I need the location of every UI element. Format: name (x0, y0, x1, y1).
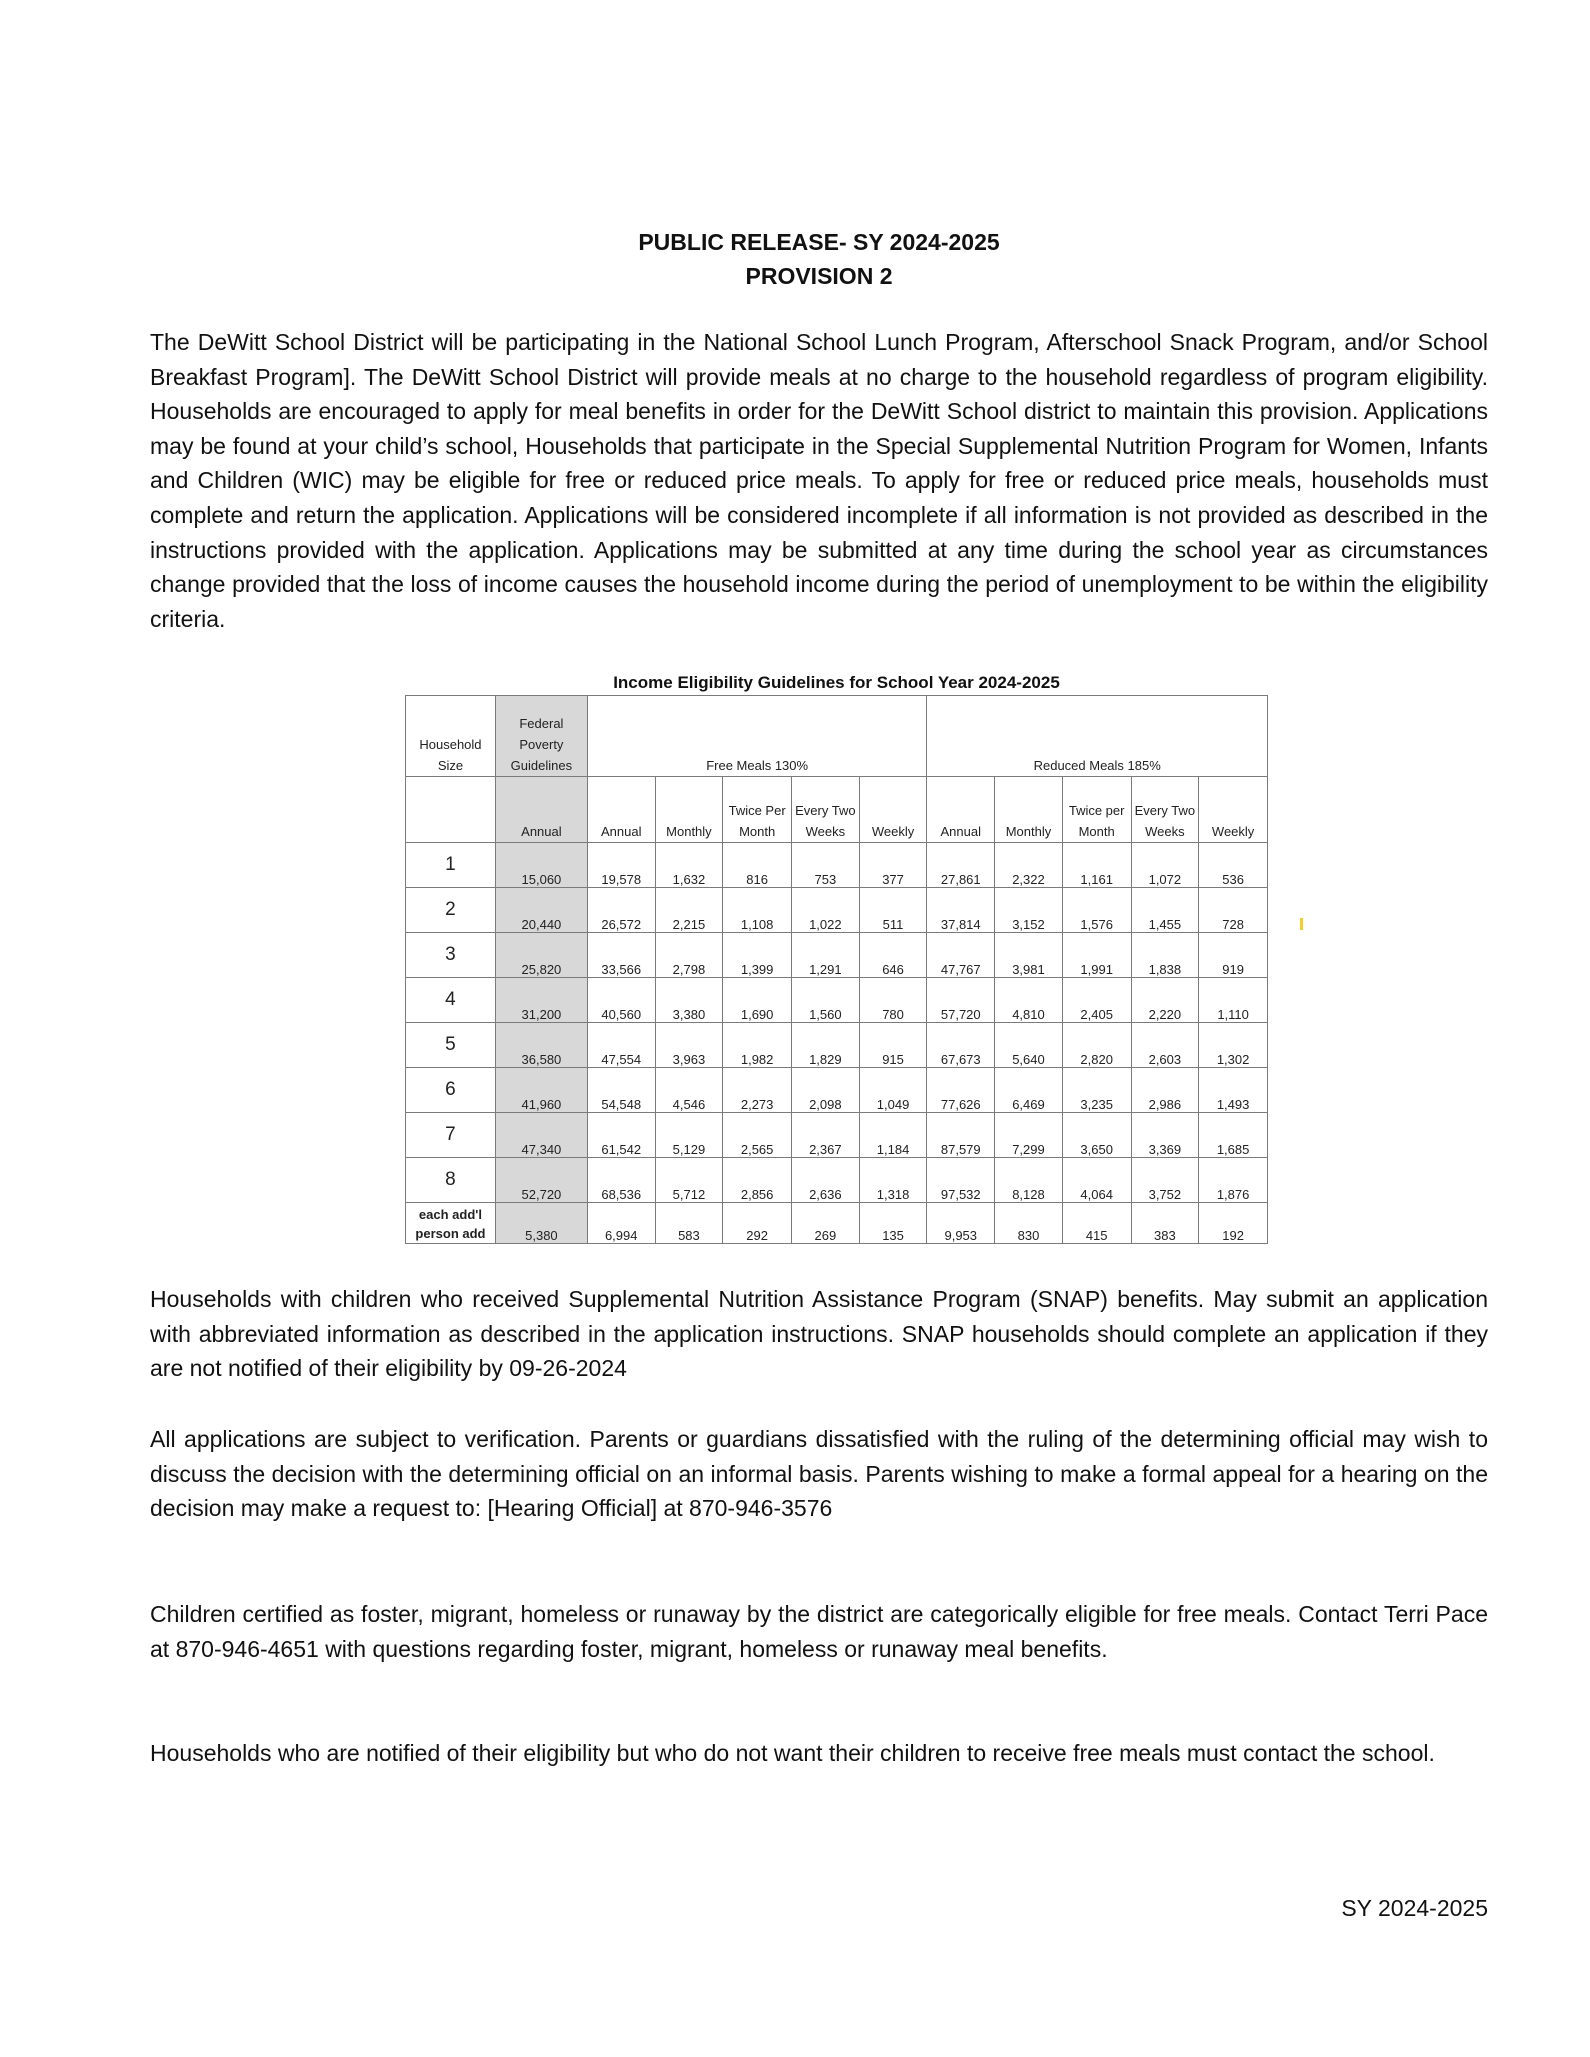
free-cell: 3,380 (655, 978, 723, 1023)
free-col-header: Monthly (655, 777, 723, 843)
table-cell: 9,953 (927, 1203, 995, 1244)
snap-paragraph: Households with children who received Supplemental Nutrition Assistance Program (SNAP) benefits. May submit an application with abbreviated information as described in the application instructions. SNAP households should complete an application if they are not notified of their eligibility by 09-26-2024 (150, 1286, 1488, 1382)
household-size-cell: 4 (406, 978, 496, 1023)
header-row-groups (406, 696, 1268, 777)
reduced-cell: 2,986 (1131, 1068, 1199, 1113)
free-cell: 54,548 (587, 1068, 655, 1113)
fpg-cell: 41,960 (495, 1068, 587, 1113)
household-size-cell: 8 (406, 1158, 496, 1203)
table-cell: 383 (1131, 1203, 1199, 1244)
free-cell: 1,690 (723, 978, 792, 1023)
free-cell: 1,108 (723, 888, 792, 933)
reduced-cell: 77,626 (927, 1068, 995, 1113)
reduced-cell: 1,838 (1131, 933, 1199, 978)
reduced-cell: 1,685 (1199, 1113, 1268, 1158)
reduced-col-header: Annual (927, 777, 995, 843)
reduced-cell: 1,991 (1062, 933, 1131, 978)
reduced-cell: 536 (1199, 843, 1268, 888)
free-cell: 2,856 (723, 1158, 792, 1203)
table-cell: 583 (655, 1203, 723, 1244)
table-row (406, 843, 1268, 888)
reduced-cell: 67,673 (927, 1023, 995, 1068)
reduced-cell: 1,072 (1131, 843, 1199, 888)
free-cell: 61,542 (587, 1113, 655, 1158)
verification-paragraph: All applications are subject to verification. Parents or guardians dissatisfied with the ruling of the determining official may wish to discuss the decision with the determining official on an informal basis. Parents wishing to make a formal appeal for a hearing on the decision may make a request to: [Hearing Official] at 870-946-3576 (150, 1426, 1488, 1522)
free-cell: 753 (791, 843, 859, 888)
reduced-col-header: Every Two Weeks (1131, 777, 1199, 843)
table-cell: 192 (1199, 1203, 1268, 1244)
table-cell: 830 (995, 1203, 1063, 1244)
reduced-cell: 3,981 (995, 933, 1063, 978)
table-cell: 292 (723, 1203, 792, 1244)
reduced-cell: 47,767 (927, 933, 995, 978)
free-cell: 40,560 (587, 978, 655, 1023)
reduced-col-header: Monthly (995, 777, 1063, 843)
household-size-cell: 6 (406, 1068, 496, 1113)
household-size-cell: 2 (406, 888, 496, 933)
yellow-mark (1300, 918, 1303, 930)
reduced-col-header: Weekly (1199, 777, 1268, 843)
free-cell: 5,712 (655, 1158, 723, 1203)
fpg-cell: 31,200 (495, 978, 587, 1023)
table-row (406, 1158, 1268, 1203)
free-cell: 1,049 (859, 1068, 927, 1113)
free-meals-header: Free Meals 130% (587, 696, 927, 777)
eligibility-grid (405, 695, 1268, 1244)
reduced-cell: 8,128 (995, 1158, 1063, 1203)
reduced-cell: 7,299 (995, 1113, 1063, 1158)
table-row (406, 1068, 1268, 1113)
fpg-cell: 20,440 (495, 888, 587, 933)
table-cell: 269 (791, 1203, 859, 1244)
additional-person-label: each add'l person add (406, 1203, 496, 1244)
additional-person-row (406, 1203, 1268, 1244)
reduced-cell: 3,752 (1131, 1158, 1199, 1203)
reduced-meals-header: Reduced Meals 185% (927, 696, 1268, 777)
household-size-header: Household Size (406, 696, 496, 777)
reduced-cell: 2,322 (995, 843, 1063, 888)
free-cell: 646 (859, 933, 927, 978)
free-cell: 68,536 (587, 1158, 655, 1203)
reduced-cell: 2,820 (1062, 1023, 1131, 1068)
fpg-header: Federal Poverty Guidelines (495, 696, 587, 777)
free-col-header: Every Two Weeks (791, 777, 859, 843)
free-cell: 47,554 (587, 1023, 655, 1068)
fpg-cell: 25,820 (495, 933, 587, 978)
table-cell: 5,380 (495, 1203, 587, 1244)
reduced-cell: 5,640 (995, 1023, 1063, 1068)
free-cell: 26,572 (587, 888, 655, 933)
table-row (406, 1023, 1268, 1068)
reduced-cell: 87,579 (927, 1113, 995, 1158)
table-cell: 135 (859, 1203, 927, 1244)
table-row (406, 888, 1268, 933)
free-col-header: Weekly (859, 777, 927, 843)
free-cell: 2,273 (723, 1068, 792, 1113)
free-col-header: Twice Per Month (723, 777, 792, 843)
reduced-cell: 3,650 (1062, 1113, 1131, 1158)
table-row (406, 933, 1268, 978)
page-subtitle: PROVISION 2 (745, 263, 893, 289)
free-cell: 19,578 (587, 843, 655, 888)
income-eligibility-table (405, 671, 1268, 1244)
optout-paragraph: Households who are notified of their eligibility but who do not want their children to receive free meals must contact the school. (150, 1740, 1435, 1766)
free-cell: 5,129 (655, 1113, 723, 1158)
reduced-cell: 1,876 (1199, 1158, 1268, 1203)
household-size-cell: 3 (406, 933, 496, 978)
free-cell: 1,829 (791, 1023, 859, 1068)
reduced-cell: 57,720 (927, 978, 995, 1023)
free-cell: 377 (859, 843, 927, 888)
reduced-cell: 1,161 (1062, 843, 1131, 888)
reduced-cell: 728 (1199, 888, 1268, 933)
reduced-cell: 27,861 (927, 843, 995, 888)
fpg-cell: 15,060 (495, 843, 587, 888)
table-cell: 415 (1062, 1203, 1131, 1244)
reduced-cell: 2,405 (1062, 978, 1131, 1023)
fpg-cell: 52,720 (495, 1158, 587, 1203)
reduced-cell: 97,532 (927, 1158, 995, 1203)
free-cell: 915 (859, 1023, 927, 1068)
free-cell: 1,184 (859, 1113, 927, 1158)
reduced-cell: 1,455 (1131, 888, 1199, 933)
free-cell: 4,546 (655, 1068, 723, 1113)
household-size-cell: 5 (406, 1023, 496, 1068)
reduced-cell: 3,235 (1062, 1068, 1131, 1113)
household-size-cell: 1 (406, 843, 496, 888)
free-cell: 816 (723, 843, 792, 888)
free-cell: 2,367 (791, 1113, 859, 1158)
free-cell: 1,318 (859, 1158, 927, 1203)
reduced-cell: 1,110 (1199, 978, 1268, 1023)
free-cell: 2,215 (655, 888, 723, 933)
reduced-cell: 4,810 (995, 978, 1063, 1023)
free-cell: 2,098 (791, 1068, 859, 1113)
fpg-cell: 36,580 (495, 1023, 587, 1068)
reduced-col-header: Twice per Month (1062, 777, 1131, 843)
table-cell: 6,994 (587, 1203, 655, 1244)
free-cell: 1,291 (791, 933, 859, 978)
table-row (406, 978, 1268, 1023)
free-cell: 3,963 (655, 1023, 723, 1068)
reduced-cell: 4,064 (1062, 1158, 1131, 1203)
free-cell: 33,566 (587, 933, 655, 978)
table-title: Income Eligibility Guidelines for School Year 2024-2025 (613, 673, 1060, 692)
free-col-header: Annual (587, 777, 655, 843)
free-cell: 1,560 (791, 978, 859, 1023)
free-cell: 2,636 (791, 1158, 859, 1203)
title-block (150, 225, 1488, 293)
header-row-columns (406, 777, 1268, 843)
reduced-cell: 1,493 (1199, 1068, 1268, 1113)
reduced-cell: 37,814 (927, 888, 995, 933)
free-cell: 1,632 (655, 843, 723, 888)
foster-paragraph: Children certified as foster, migrant, homeless or runaway by the district are categorically eligible for free meals. Contact Terri Pace at 870-946-4651 with questions regarding foster, migrant, homeless or runaway meal benefits. (150, 1601, 1488, 1662)
free-cell: 1,022 (791, 888, 859, 933)
page-title: PUBLIC RELEASE- SY 2024-2025 (638, 229, 1000, 255)
free-cell: 2,798 (655, 933, 723, 978)
free-cell: 780 (859, 978, 927, 1023)
reduced-cell: 1,576 (1062, 888, 1131, 933)
free-cell: 1,982 (723, 1023, 792, 1068)
reduced-cell: 919 (1199, 933, 1268, 978)
reduced-cell: 6,469 (995, 1068, 1063, 1113)
free-cell: 511 (859, 888, 927, 933)
table-row (406, 1113, 1268, 1158)
reduced-cell: 1,302 (1199, 1023, 1268, 1068)
blank-header-cell (406, 777, 496, 843)
page-footer: SY 2024-2025 (1341, 1895, 1488, 1921)
free-cell: 2,565 (723, 1113, 792, 1158)
intro-paragraph: The DeWitt School District will be participating in the National School Lunch Program, Afterschool Snack Program, and/or School Breakfast Program]. The DeWitt School District will provide meals at no charge to the household regardless of program eligibility. Households are encouraged to apply for meal benefits in order for the DeWitt School district to maintain this provision. Applications may be found at your child’s school, Households that participate in the Special Supplemental Nutrition Program for Women, Infants and Children (WIC) may be eligible for free or reduced price meals. To apply for free or reduced price meals, households must complete and return the application. Applications will be considered incomplete if all information is not provided as described in the instructions provided with the application. Applications may be submitted at any time during the school year as circumstances change provided that the loss of income causes the household income during the period of unemployment to be within the eligibility criteria. (150, 329, 1488, 632)
fpg-annual-header: Annual (495, 777, 587, 843)
reduced-cell: 2,603 (1131, 1023, 1199, 1068)
reduced-cell: 2,220 (1131, 978, 1199, 1023)
free-cell: 1,399 (723, 933, 792, 978)
fpg-cell: 47,340 (495, 1113, 587, 1158)
household-size-cell: 7 (406, 1113, 496, 1158)
reduced-cell: 3,369 (1131, 1113, 1199, 1158)
reduced-cell: 3,152 (995, 888, 1063, 933)
